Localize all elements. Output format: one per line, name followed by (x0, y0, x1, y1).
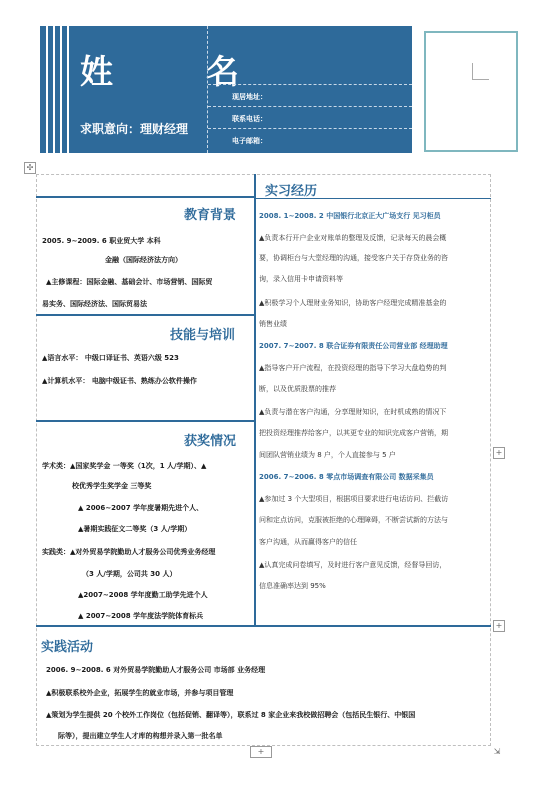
job-detail: ▲指导客户开户流程，在投资经理的指导下学习大盘趋势的判 (259, 364, 447, 372)
header-stripe (67, 26, 69, 153)
job-header: 2006. 7~2006. 8 零点市场调查有限公司 数据采集员 (259, 473, 434, 481)
header-divider (207, 26, 208, 153)
job-intent[interactable]: 求职意向：理财经理 (80, 122, 189, 136)
award-line: 校优秀学生奖学金 三等奖 (72, 482, 152, 490)
job-header: 2008. 1~2008. 2 中国银行北京正大广场支行 见习柜员 (259, 212, 441, 220)
job-detail: ▲参加过 3 个大型项目，根据项目要求进行电话访问、拦截访 (259, 495, 449, 503)
job-header: 2007. 7~2007. 8 联合证券有限责任公司营业部 经理助理 (259, 342, 448, 350)
education-period: 2005. 9~2009. 6 职业贸大学 本科 (42, 237, 161, 245)
skills-title: 技能与培训 (170, 328, 236, 343)
section-rule (36, 625, 491, 627)
section-rule (36, 196, 255, 198)
contact-divider (208, 84, 412, 86)
table-resize-handle-icon[interactable]: ⇲ (493, 747, 501, 756)
language-skill: ▲语言水平： 中级口译证书、英语六级 523 (42, 354, 179, 362)
job-detail: ▲负责与潜在客户沟通，分享理财知识，在时机成熟的情况下 (259, 408, 447, 416)
email-label[interactable]: 电子邮箱： (232, 137, 267, 145)
job-detail: 询，录入信用卡申请资料等 (259, 275, 343, 283)
job-detail: 销售业绩 (259, 320, 287, 328)
internship-title: 实习经历 (265, 184, 318, 199)
award-line: （3 人/学期，公司共 30 人） (82, 570, 177, 578)
practice-detail: ▲积极联系校外企业，拓展学生的就业市场，并参与项目管理 (46, 689, 234, 697)
award-line: ▲暑期实践征文二等奖（3 人/学期） (78, 525, 192, 533)
award-line: 实践类：▲对外贸易学院勤助人才服务公司优秀业务经理 (42, 548, 216, 556)
crop-mark-icon (472, 63, 489, 80)
header-stripe (53, 26, 55, 153)
column-divider (254, 174, 256, 626)
add-column-handle-icon[interactable]: + (493, 620, 505, 632)
job-detail: 要，协调柜台与大堂经理的沟通，接受客户关于存贷业务的咨 (259, 254, 448, 262)
photo-placeholder[interactable] (424, 31, 518, 152)
education-major: 金融（国际经济法方向） (105, 256, 182, 264)
phone-label[interactable]: 联系电话： (232, 115, 267, 123)
award-line: 学术类：▲国家奖学金 一等奖（1次，1 人/学期）、▲ (42, 462, 207, 470)
job-detail: ▲认真完成问卷填写，及时进行客户意见反馈，经督导回访， (259, 561, 447, 569)
job-detail: 客户沟通，从而赢得客户的信任 (259, 538, 357, 546)
job-detail: 把投资经理推荐给客户，以其更专业的知识完成客户营销，期 (259, 429, 448, 437)
resume-header (40, 26, 412, 153)
job-detail: 信息准确率达到 95% (259, 582, 326, 590)
education-title: 教育背景 (184, 208, 237, 223)
header-stripe (46, 26, 48, 153)
add-row-handle-icon[interactable]: + (250, 746, 272, 758)
section-rule (36, 314, 255, 316)
job-detail: 问和定点访问，克服被拒绝的心理障碍，不断尝试新的方法与 (259, 516, 448, 524)
practice-period: 2006. 9~2008. 6 对外贸易学院勤助人才服务公司 市场部 业务经理 (46, 666, 266, 674)
award-line: ▲ 2007~2008 学年度法学院体育标兵 (78, 612, 204, 620)
address-label[interactable]: 现居地址： (232, 93, 267, 101)
education-courses: ▲主修课程：国际金融、基础会计、市场营销、国际贸 (46, 278, 213, 286)
contact-divider (208, 128, 412, 130)
practice-title: 实践活动 (41, 640, 94, 655)
education-courses-cont: 易实务、国际经济法、国际贸易法 (42, 300, 147, 308)
awards-title: 获奖情况 (184, 434, 237, 449)
header-stripe (60, 26, 62, 153)
award-line: ▲2007~2008 学年度勤工助学先进个人 (78, 591, 208, 599)
contact-divider (208, 106, 412, 108)
practice-detail: 际等），提出建立学生人才库的构想并录入第一批名单 (58, 732, 223, 740)
job-detail: 间团队营销业绩为 8 户，个人直接参与 5 户 (259, 451, 396, 459)
add-column-handle-icon[interactable]: + (493, 447, 505, 459)
job-detail: ▲负责本行开户企业对账单的整理及反馈，记录每天的晨会概 (259, 234, 447, 242)
section-rule (36, 420, 255, 422)
table-move-handle-icon[interactable]: ✣ (24, 162, 36, 174)
award-line: ▲ 2006~2007 学年度暑期先进个人、 (78, 504, 204, 512)
job-detail: ▲积极学习个人理财业务知识，协助客户经理完成精准基金的 (259, 299, 447, 307)
practice-detail: ▲策划为学生提供 20 个校外工作岗位（包括促销、翻译等），联系过 8 家企业来我校做招聘会（包括民生银行、中银国 (46, 711, 416, 719)
candidate-name[interactable]: 姓 名 (80, 52, 269, 91)
computer-skill: ▲计算机水平： 电脑中级证书、熟练办公软件操作 (42, 377, 197, 385)
job-detail: 断，以及优质股票的推荐 (259, 385, 336, 393)
